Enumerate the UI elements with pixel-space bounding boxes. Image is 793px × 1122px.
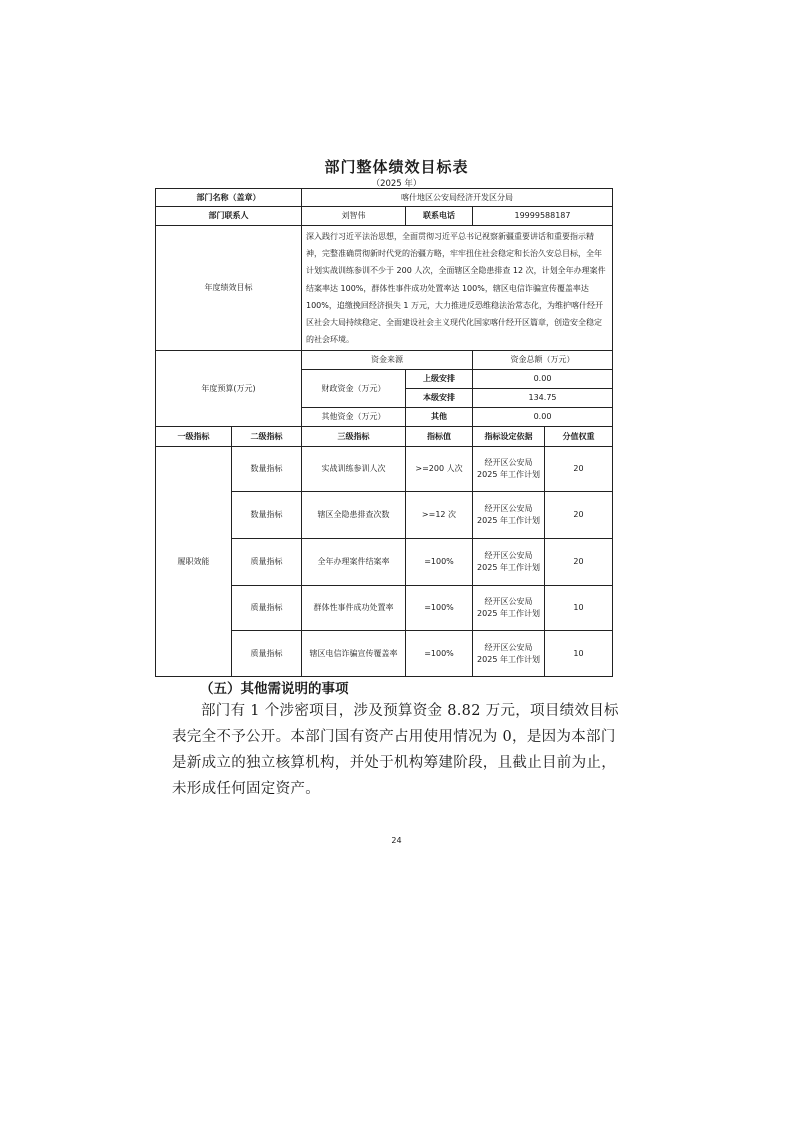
performance-table xyxy=(155,188,613,677)
header-level2: 二级指标 xyxy=(232,427,302,447)
section-heading: （五）其他需说明的事项 xyxy=(200,681,349,697)
level3-cell: 群体性事件成功处置率 xyxy=(302,586,406,631)
level3-cell: 实战训练参训人次 xyxy=(302,447,406,492)
level2-cell: 质量指标 xyxy=(232,631,302,677)
value-cell: >=200 人次 xyxy=(406,447,473,492)
level3-cell: 辖区电信诈骗宣传覆盖率 xyxy=(302,631,406,677)
budget-label: 年度预算(万元) xyxy=(156,351,302,427)
table-title: 部门整体绩效目标表 xyxy=(324,158,469,176)
fund-total-label: 资金总额（万元） xyxy=(473,351,613,370)
basis-cell: 经开区公安局 2025 年工作计划 xyxy=(473,447,545,492)
table-year: （2025 年） xyxy=(371,179,422,189)
basis-cell: 经开区公安局 2025 年工作计划 xyxy=(473,631,545,677)
goal-label: 年度绩效目标 xyxy=(156,226,302,351)
fund-source-label: 资金来源 xyxy=(302,351,473,370)
goal-text: 深入践行习近平法治思想，全面贯彻习近平总书记视察新疆重要讲话和重要指示精神，完整准确贯彻新时代党的治疆方略，牢牢扭住社会稳定和长治久安总目标，全年计划实战训练参训不少于 200 人次，全面辖区全隐患排查 12 次，计划全年办理案件结案率达 100%，群体性事件成功处置率达 100%，辖区电信诈骗宣传覆盖率达 100%，追缴挽回经济损失 1 万元，大力推进反恐维稳法治常态化，为维护喀什经开区社会大局持续稳定、全面建设社会主义现代化国家喀什经开区篇章，创造安全稳定的社会环境。 xyxy=(302,226,613,351)
dept-name-label: 部门名称（盖章） xyxy=(156,189,302,207)
phone-value: 19999588187 xyxy=(473,207,613,226)
weight-cell: 20 xyxy=(545,447,613,492)
fiscal-fund-label: 财政资金（万元） xyxy=(302,370,406,408)
level2-cell: 质量指标 xyxy=(232,586,302,631)
value-cell: >=12 次 xyxy=(406,492,473,539)
basis-cell: 经开区公安局 2025 年工作计划 xyxy=(473,539,545,586)
dept-name-value: 喀什地区公安局经济开发区分局 xyxy=(302,189,613,207)
header-basis: 指标设定依据 xyxy=(473,427,545,447)
level3-cell: 全年办理案件结案率 xyxy=(302,539,406,586)
level2-cell: 数量指标 xyxy=(232,492,302,539)
header-weight: 分值权重 xyxy=(545,427,613,447)
weight-cell: 10 xyxy=(545,586,613,631)
upper-value: 0.00 xyxy=(473,370,613,389)
table-row xyxy=(156,447,613,492)
contact-value: 刘智伟 xyxy=(302,207,406,226)
phone-label: 联系电话 xyxy=(406,207,473,226)
local-label: 本级安排 xyxy=(406,389,473,408)
other-value: 0.00 xyxy=(473,408,613,427)
weight-cell: 10 xyxy=(545,631,613,677)
value-cell: =100% xyxy=(406,586,473,631)
level2-cell: 数量指标 xyxy=(232,447,302,492)
level2-cell: 质量指标 xyxy=(232,539,302,586)
level3-cell: 辖区全隐患排查次数 xyxy=(302,492,406,539)
contact-label: 部门联系人 xyxy=(156,207,302,226)
other-fund-label: 其他资金（万元） xyxy=(302,408,406,427)
basis-cell: 经开区公安局 2025 年工作计划 xyxy=(473,492,545,539)
value-cell: =100% xyxy=(406,631,473,677)
value-cell: =100% xyxy=(406,539,473,586)
page-number: 24 xyxy=(391,836,402,845)
basis-cell: 经开区公安局 2025 年工作计划 xyxy=(473,586,545,631)
weight-cell: 20 xyxy=(545,492,613,539)
header-level1: 一级指标 xyxy=(156,427,232,447)
header-level3: 三级指标 xyxy=(302,427,406,447)
upper-label: 上级安排 xyxy=(406,370,473,389)
level1-cell: 履职效能 xyxy=(156,447,232,677)
body-paragraph: 部门有 1 个涉密项目，涉及预算资金 8.82 万元，项目绩效目标表完全不予公开。本部门国有资产占用使用情况为 0，是因为本部门是新成立的独立核算机构，并处于机构筹建阶段，且截止目前为止，未形成任何固定资产。 xyxy=(172,703,619,797)
other-label: 其他 xyxy=(406,408,473,427)
header-value: 指标值 xyxy=(406,427,473,447)
weight-cell: 20 xyxy=(545,539,613,586)
local-value: 134.75 xyxy=(473,389,613,408)
